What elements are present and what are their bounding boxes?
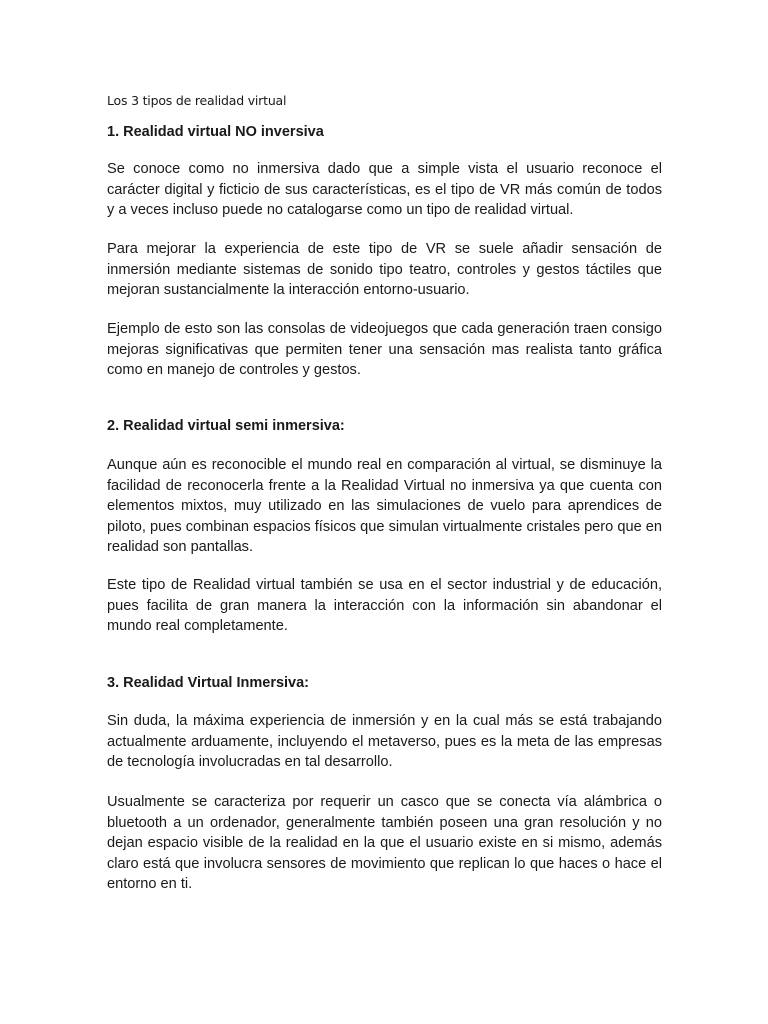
- section-1-paragraph-2: Para mejorar la experiencia de este tipo de VR se suele añadir sensación de inmersión mediante sistemas de sonido tipo teatro, controles y gestos táctiles que mejoran sustancialmente la interacción entorno-usuario.: [107, 241, 662, 298]
- section-2-heading: 2. Realidad virtual semi inmersiva:: [107, 418, 345, 434]
- section-2-paragraph-2: Este tipo de Realidad virtual también se usa en el sector industrial y de educación, pues facilita de gran manera la interacción con la información sin abandonar el mundo real completamente.: [107, 577, 662, 634]
- section-1-paragraph-3: Ejemplo de esto son las consolas de videojuegos que cada generación traen consigo mejoras significativas que permiten tener una sensación mas realista tanto gráfica como en manejo de controles y gestos.: [107, 321, 662, 378]
- section-3-heading: 3. Realidad Virtual Inmersiva:: [107, 675, 310, 691]
- section-1-paragraph-1: Se conoce como no inmersiva dado que a simple vista el usuario reconoce el carácter digital y ficticio de sus características, es el tipo de VR más común de todos y a veces incluso puede no catalogarse como un tipo de realidad virtual.: [107, 161, 662, 218]
- section-3-paragraph-1: Sin duda, la máxima experiencia de inmersión y en la cual más se está trabajando actualmente arduamente, incluyendo el metaverso, pues es la meta de las empresas de tecnología involucradas en tal desarrollo.: [107, 713, 662, 770]
- section-2-paragraph-1: Aunque aún es reconocible el mundo real en comparación al virtual, se disminuye la facilidad de reconocerla frente a la Realidad Virtual no inmersiva ya que cuenta con elementos mixtos, muy utilizado en las simulaciones de vuelo para aprendices de piloto, pues combinan espacios físicos que simulan virtualmente cristales pero que en realidad son pantallas.: [107, 457, 662, 555]
- document-title: Los 3 tipos de realidad virtual: [107, 93, 287, 108]
- section-3-paragraph-2: Usualmente se caracteriza por requerir un casco que se conecta vía alámbrica o bluetooth a un ordenador, generalmente también poseen una gran resolución y no dejan espacio visible de la realidad en la que el usuario existe en si mismo, además claro está que involucra sensores de movimiento que replican lo que haces o hace el entorno en ti.: [107, 794, 662, 892]
- section-1-heading: 1. Realidad virtual NO inversiva: [107, 124, 324, 140]
